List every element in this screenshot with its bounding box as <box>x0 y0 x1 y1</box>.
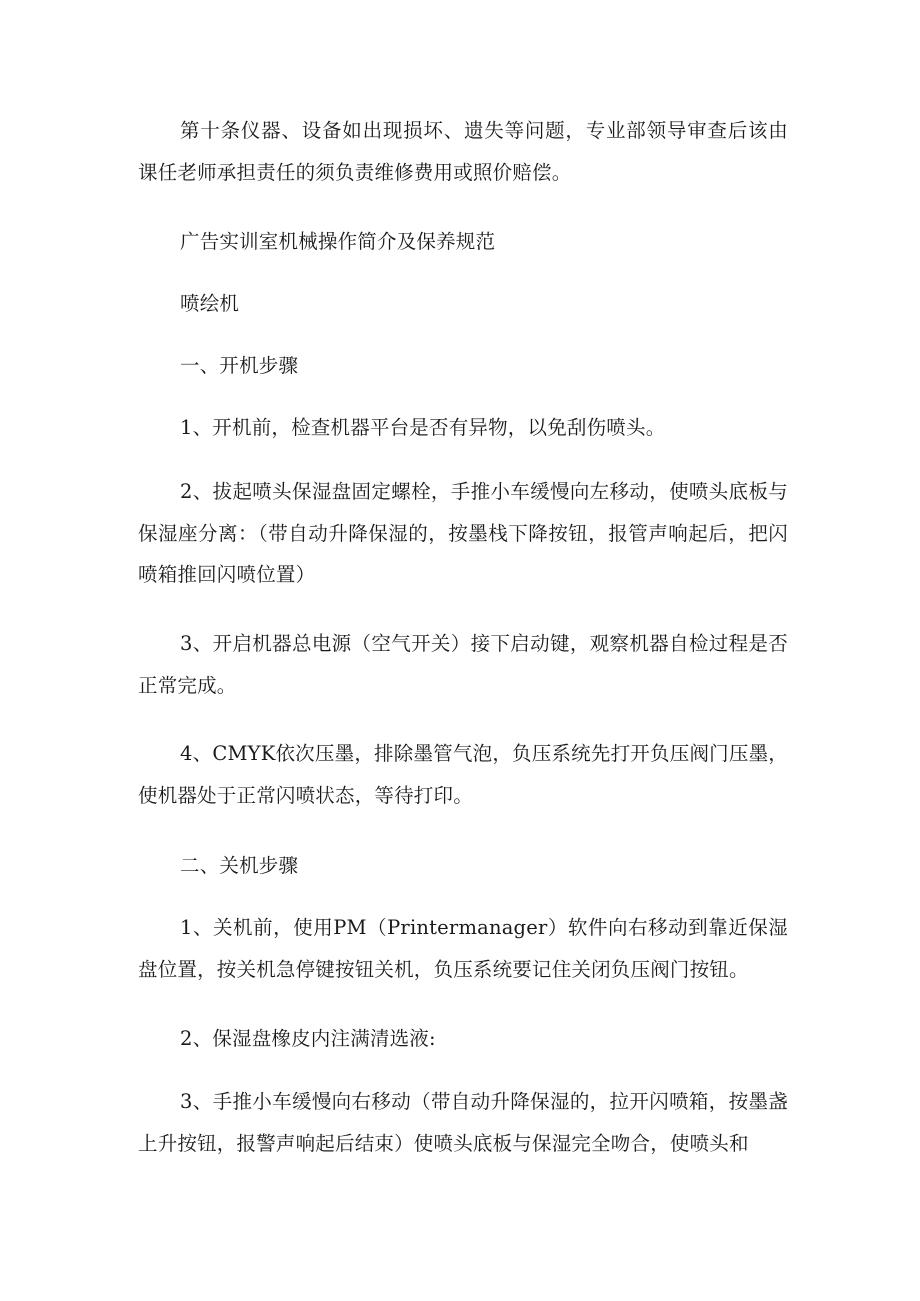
startup-steps-heading: 一、开机步骤 <box>180 354 299 377</box>
shutdown-step-1: 1、关机前，使用PM（Printermanager）软件向右移动到靠近保湿盘位置，按关机急停键按钮关机，负压系统要记住关闭负压阀门按钮。 <box>138 916 788 981</box>
startup-step-4: 4、CMYK依次压墨，排除墨管气泡，负压系统先打开负压阀门压墨，使机器处于正常闪喷状态，等待打印。 <box>138 742 788 807</box>
subsection-heading: 喷绘机 <box>180 292 240 315</box>
startup-step-2: 2、拔起喷头保湿盘固定螺栓，手推小车缓慢向左移动，使喷头底板与保湿座分离：（带自动升降保湿的，按墨栈下降按钮，报管声响起后，把闪喷箱推回闪喷位置） <box>138 480 788 586</box>
paragraph-article-10: 第十条仪器、设备如出现损坏、遗失等问题，专业部领导审查后该由课任老师承担责任的须负责维修费用或照价赔偿。 <box>138 119 788 184</box>
startup-step-1: 1、开机前，检查机器平台是否有异物，以免刮伤喷头。 <box>180 416 666 439</box>
shutdown-steps-heading: 二、关机步骤 <box>180 854 299 877</box>
shutdown-step-3: 3、手推小车缓慢向右移动（带自动升降保湿的，拉开闪喷箱，按墨盏上升按钮，报警声响起后结束）使喷头底板与保湿完全吻合，使喷头和 <box>138 1090 788 1155</box>
shutdown-step-2: 2、保湿盘橡皮内注满清选液: <box>180 1027 436 1050</box>
section-heading: 广告实训室机械操作简介及保养规范 <box>180 230 496 253</box>
startup-step-3: 3、开启机器总电源（空气开关）接下启动键，观察机器自检过程是否正常完成。 <box>138 632 788 697</box>
